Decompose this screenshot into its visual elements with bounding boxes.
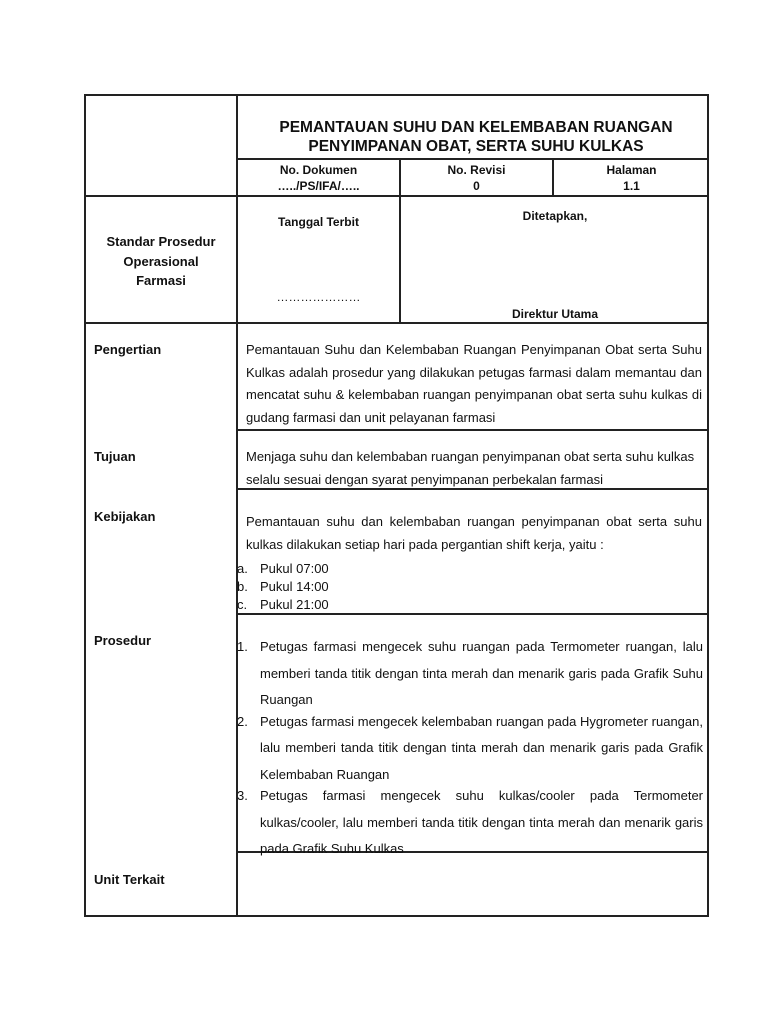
list-marker: c. xyxy=(237,597,248,612)
no-revisi-label: No. Revisi xyxy=(447,163,506,177)
title-line-1: PEMANTAUAN SUHU DAN KELEMBABAN RUANGAN xyxy=(279,119,673,136)
list-item xyxy=(237,560,537,578)
no-dokumen-label: No. Dokumen xyxy=(279,163,358,177)
prosedur-list xyxy=(237,634,703,863)
no-dokumen-value: …../PS/IFA/….. xyxy=(277,179,360,193)
list-item xyxy=(237,578,537,596)
rule-sop-bottom xyxy=(86,322,709,324)
kebijakan-text: Pemantauan suhu dan kelembaban ruangan penyimpanan obat serta suhu kulkas dilakukan setiap hari pada pergantian shift kerja, yaitu : xyxy=(246,514,702,552)
list-marker: a. xyxy=(237,561,248,576)
document-title xyxy=(242,118,710,156)
pengertian-label: Pengertian xyxy=(94,342,162,357)
rule-header-bottom xyxy=(86,195,709,197)
list-text: Pukul 21:00 xyxy=(260,597,329,612)
list-marker: 3. xyxy=(237,788,248,803)
ditetapkan-label: Ditetapkan, xyxy=(522,209,588,223)
sop-label xyxy=(86,232,236,291)
list-item xyxy=(237,783,703,863)
tujuan-label: Tujuan xyxy=(94,449,136,464)
list-item xyxy=(237,634,703,714)
rule-pengertian-bottom xyxy=(238,429,709,431)
tanggal-terbit-label: Tanggal Terbit xyxy=(278,215,359,229)
no-revisi-cell xyxy=(401,162,552,194)
list-text: Petugas farmasi mengecek suhu ruangan pada Termometer ruangan, lalu memberi tanda titik dengan tinta merah dan menarik garis pada Grafik Suhu Ruangan xyxy=(260,639,703,707)
tujuan-text: Menjaga suhu dan kelembaban ruangan penyimpanan obat serta suhu kulkas selalu sesuai dengan syarat penyimpanan perbekalan farmasi xyxy=(246,449,695,487)
list-marker: 2. xyxy=(237,713,248,729)
title-line-2: PENYIMPANAN OBAT, SERTA SUHU KULKAS xyxy=(308,138,644,155)
prosedur-label: Prosedur xyxy=(94,633,152,648)
list-text: Pukul 07:00 xyxy=(260,561,329,576)
list-item xyxy=(237,709,703,789)
unit-terkait-label: Unit Terkait xyxy=(94,872,165,887)
list-marker: 1. xyxy=(237,639,248,654)
halaman-cell xyxy=(554,162,709,194)
list-text: Petugas farmasi mengecek suhu kulkas/cooler pada Termometer kulkas/cooler, lalu memberi tanda titik dengan tinta merah dan menarik garis pada Grafik Suhu Kulkas xyxy=(260,788,703,856)
pengertian-text: Pemantauan Suhu dan Kelembaban Ruangan Penyimpanan Obat serta Suhu Kulkas adalah prosedur yang dilakukan petugas farmasi dalam memantau dan mencatat suhu & kelembaban ruangan penyimpanan obat serta suhu kulkas di gudang farmasi dan unit pelayanan farmasi xyxy=(246,342,702,425)
halaman-label: Halaman xyxy=(606,163,657,177)
sop-line-1: Standar Prosedur xyxy=(106,234,216,249)
tanggal-terbit-value: ………………… xyxy=(276,290,361,304)
no-revisi-value: 0 xyxy=(473,179,480,193)
halaman-value: 1.1 xyxy=(623,179,640,193)
list-text: Petugas farmasi mengecek kelembaban ruangan pada Hygrometer ruangan, lalu memberi tanda titik dengan tinta merah dan menarik garis pada Grafik Kelembaban Ruangan xyxy=(260,713,703,782)
sop-line-3: Farmasi xyxy=(136,273,186,288)
direktur-label: Direktur Utama xyxy=(511,307,599,321)
kebijakan-label: Kebijakan xyxy=(94,509,156,524)
sop-line-2: Operasional xyxy=(123,253,199,269)
list-item xyxy=(237,596,537,614)
list-marker: b. xyxy=(237,579,248,594)
list-text: Pukul 14:00 xyxy=(260,579,329,594)
rule-header-split xyxy=(238,158,709,160)
kebijakan-list xyxy=(237,560,537,614)
no-dokumen-cell xyxy=(238,162,399,194)
sop-document xyxy=(84,94,709,917)
